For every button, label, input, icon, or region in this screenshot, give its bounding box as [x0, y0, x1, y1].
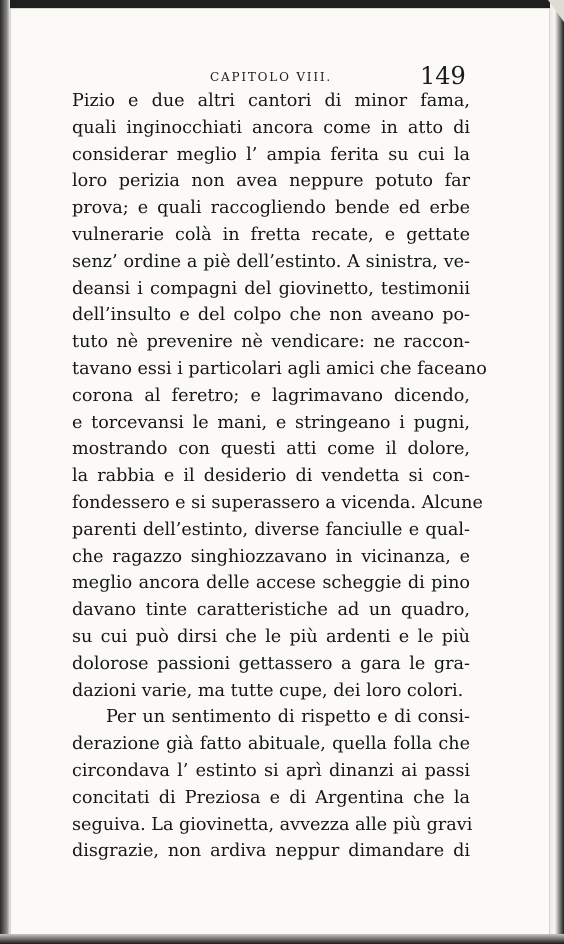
text-line: loro perizia non avea neppure potuto far: [72, 171, 470, 192]
text-line: vulnerarie colà in fretta recate, e gettate: [72, 224, 470, 245]
text-line: parenti dell’estinto, diverse fanciulle e qual-: [72, 519, 470, 540]
book-page: [10, 8, 550, 938]
text-line: corona al feretro; e lagrimavano dicendo,: [72, 385, 470, 406]
text-line: la rabbia e il desiderio di vendetta si con-: [72, 466, 470, 487]
text-line: mostrando con questi atti come il dolore,: [72, 439, 470, 460]
text-line: davano tinte caratteristiche ad un quadro,: [72, 600, 470, 621]
page-corner-fold: [548, 0, 564, 22]
book-gutter-shadow: [0, 0, 10, 944]
text-line: dolorose passioni gettassero a gara le gra-: [72, 653, 470, 674]
text-line: senz’ ordine a piè dell’estinto. A sinistra, ve-: [72, 251, 470, 272]
text-line: derazione già fatto abituale, quella folla che: [72, 734, 470, 755]
text-line: prova; e quali raccogliendo bende ed erbe: [72, 198, 470, 219]
text-line: dell’insulto e del colpo che non aveano po-: [72, 305, 470, 326]
chapter-heading: CAPITOLO VIII.: [210, 70, 333, 84]
text-line: seguiva. La giovinetta, avvezza alle più gravi: [72, 814, 473, 835]
text-line: circondava l’ estinto si aprì dinanzi ai passi: [72, 760, 470, 781]
text-line: che ragazzo singhiozzavano in vicinanza, e: [72, 546, 470, 567]
text-line: e torcevansi le mani, e stringeano i pugni,: [72, 412, 470, 433]
scan-bottom-edge: [0, 934, 564, 944]
text-line: su cui può dirsi che le più ardenti e le più: [72, 626, 470, 647]
text-line: tavano essi i particolari agli amici che faceano: [72, 358, 487, 379]
text-line: tuto nè prevenire nè vendicare: ne raccon-: [72, 332, 470, 353]
text-line: concitati di Preziosa e di Argentina che la: [72, 787, 470, 808]
text-line: fondessero e si superassero a vicenda. Alcune: [72, 492, 483, 513]
page-edge-shadow: [550, 0, 564, 944]
text-line: disgrazie, non ardiva neppur dimandare di: [72, 841, 470, 862]
paragraph-last-line: dazioni varie, ma tutte cupe, dei loro colori.: [72, 680, 464, 701]
text-line: deansi i compagni del giovinetto, testimonii: [72, 278, 470, 299]
text-line: meglio ancora delle accese scheggie di pino: [72, 573, 470, 594]
text-line: quali inginocchiati ancora come in atto di: [72, 117, 470, 138]
text-line: Pizio e due altri cantori di minor fama,: [72, 91, 470, 111]
paragraph-first-line: Per un sentimento di rispetto e di consi-: [106, 707, 470, 728]
page-number: 149: [420, 62, 466, 90]
body-text: [72, 88, 487, 865]
text-line: considerar meglio l’ ampia ferita su cui la: [72, 144, 470, 165]
